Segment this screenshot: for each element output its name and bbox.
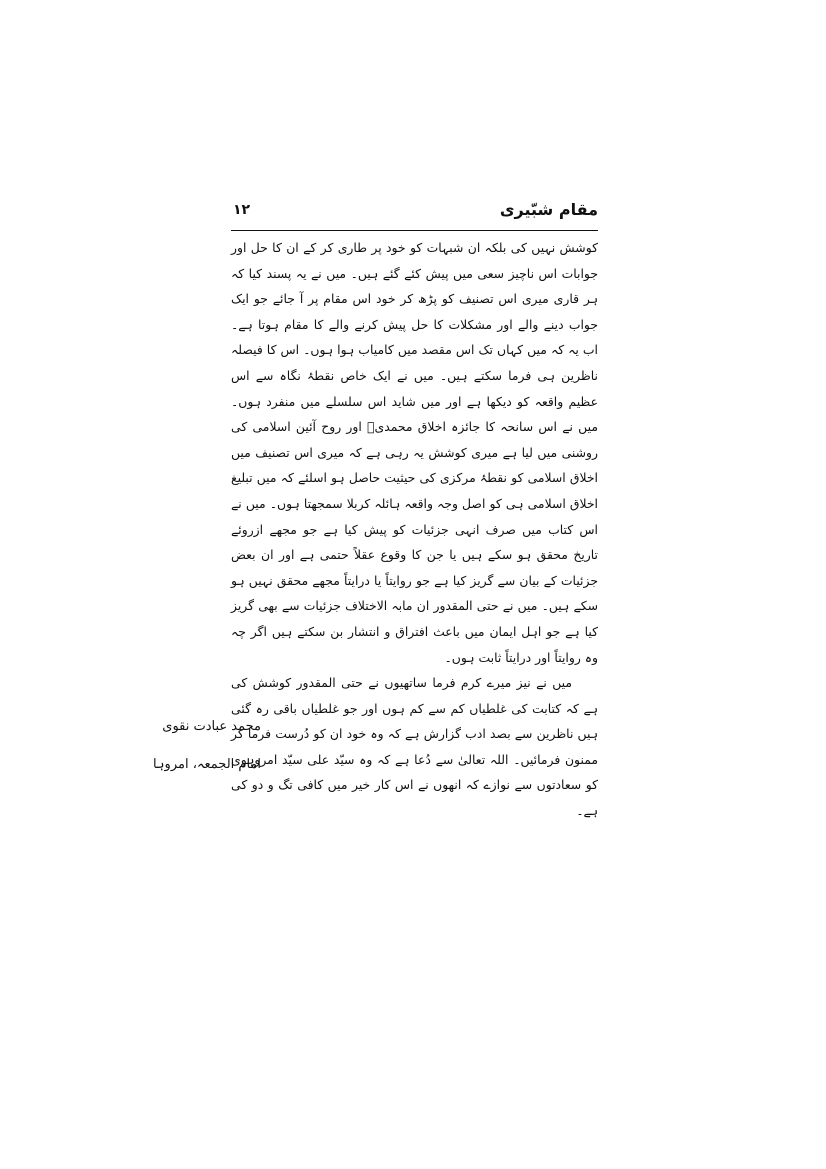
author-name: محمد عبادت نقوی bbox=[162, 719, 261, 734]
main-text bbox=[231, 235, 598, 824]
header-divider bbox=[231, 230, 598, 231]
signature-block bbox=[153, 708, 261, 784]
page-number: ۱۲ bbox=[233, 202, 251, 218]
book-title: مقام شبّیری bbox=[499, 200, 598, 219]
page-header bbox=[231, 198, 598, 230]
author-title: امام الجمعہ، امروہا bbox=[152, 757, 261, 772]
paragraph: میں نے نیز میرے کرم فرما ساتھیوں نے حتی المقدور کوشش کی ہے کہ کتابت کی غلطیاں کم سے کم ہوں اور جو غلطیاں باقی رہ گئی ہیں ناظرین سے بصد ادب گزارش ہے کہ وہ خود ان کو دُرست فرما کر ممنون فرمائیں۔ اللہ تعالیٰ سے دُعا ہے کہ وہ سیّد علی سیّد امروہوی کو سعادتوں سے نوازے کہ انھوں نے اس کار خیر میں کافی تگ و دو کی ہے۔ bbox=[231, 675, 598, 819]
paragraph: کوشش نہیں کی بلکہ ان شبہات کو خود پر طاری کر کے ان کا حل اور جوابات اس ناچیز سعی میں پیش کئے گئے ہیں۔ میں نے یہ پسند کیا کہ ہر قاری میری اس تصنیف کو پڑھ کر خود اس مقام پر آ جائے جو ایک جواب دینے والے اور مشکلات کا حل پیش کرنے والے کا مقام ہوتا ہے۔ اب یہ کہ میں کہاں تک اس مقصد میں کامیاب ہوا ہوں۔ اس کا فیصلہ ناظرین ہی فرما سکتے ہیں۔ میں نے ایک خاص نقطۂ نگاہ سے اس عظیم واقعہ کو دیکھا ہے اور میں شاید اس سلسلے میں منفرد ہوں۔ میں نے اس سانحہ کا جائزہ اخلاق محمدیؐ اور روح آئین اسلامی کی روشنی میں لیا ہے میری کوشش یہ رہی ہے کہ میری اس تصنیف میں اخلاق اسلامی کو نقطۂ مرکزی کی حیثیت حاصل ہو اسلئے کہ میں تبلیغ اخلاق اسلامی ہی کو اصل وجہ واقعہ ہائلہ کربلا سمجھتا ہوں۔ میں نے اس کتاب میں صرف انہی جزئیات کو پیش کیا ہے جو مجھے ازروئے تاریخ محقق ہو سکے ہیں یا جن کا وقوع عقلاً حتمی ہے اور ان بعض جزئیات کے بیان سے گریز کیا ہے جو روایتاً یا درایتاً مجھے محقق نہیں ہو سکے ہیں۔ میں نے حتی المقدور ان مابہ الاختلاف جزئیات سے بھی گریز کیا ہے جو اہل ایمان میں باعث افتراق و انتشار بن سکتے ہیں اگر چہ وہ روایتاً اور درایتاً ثابت ہوں۔ bbox=[231, 240, 598, 665]
